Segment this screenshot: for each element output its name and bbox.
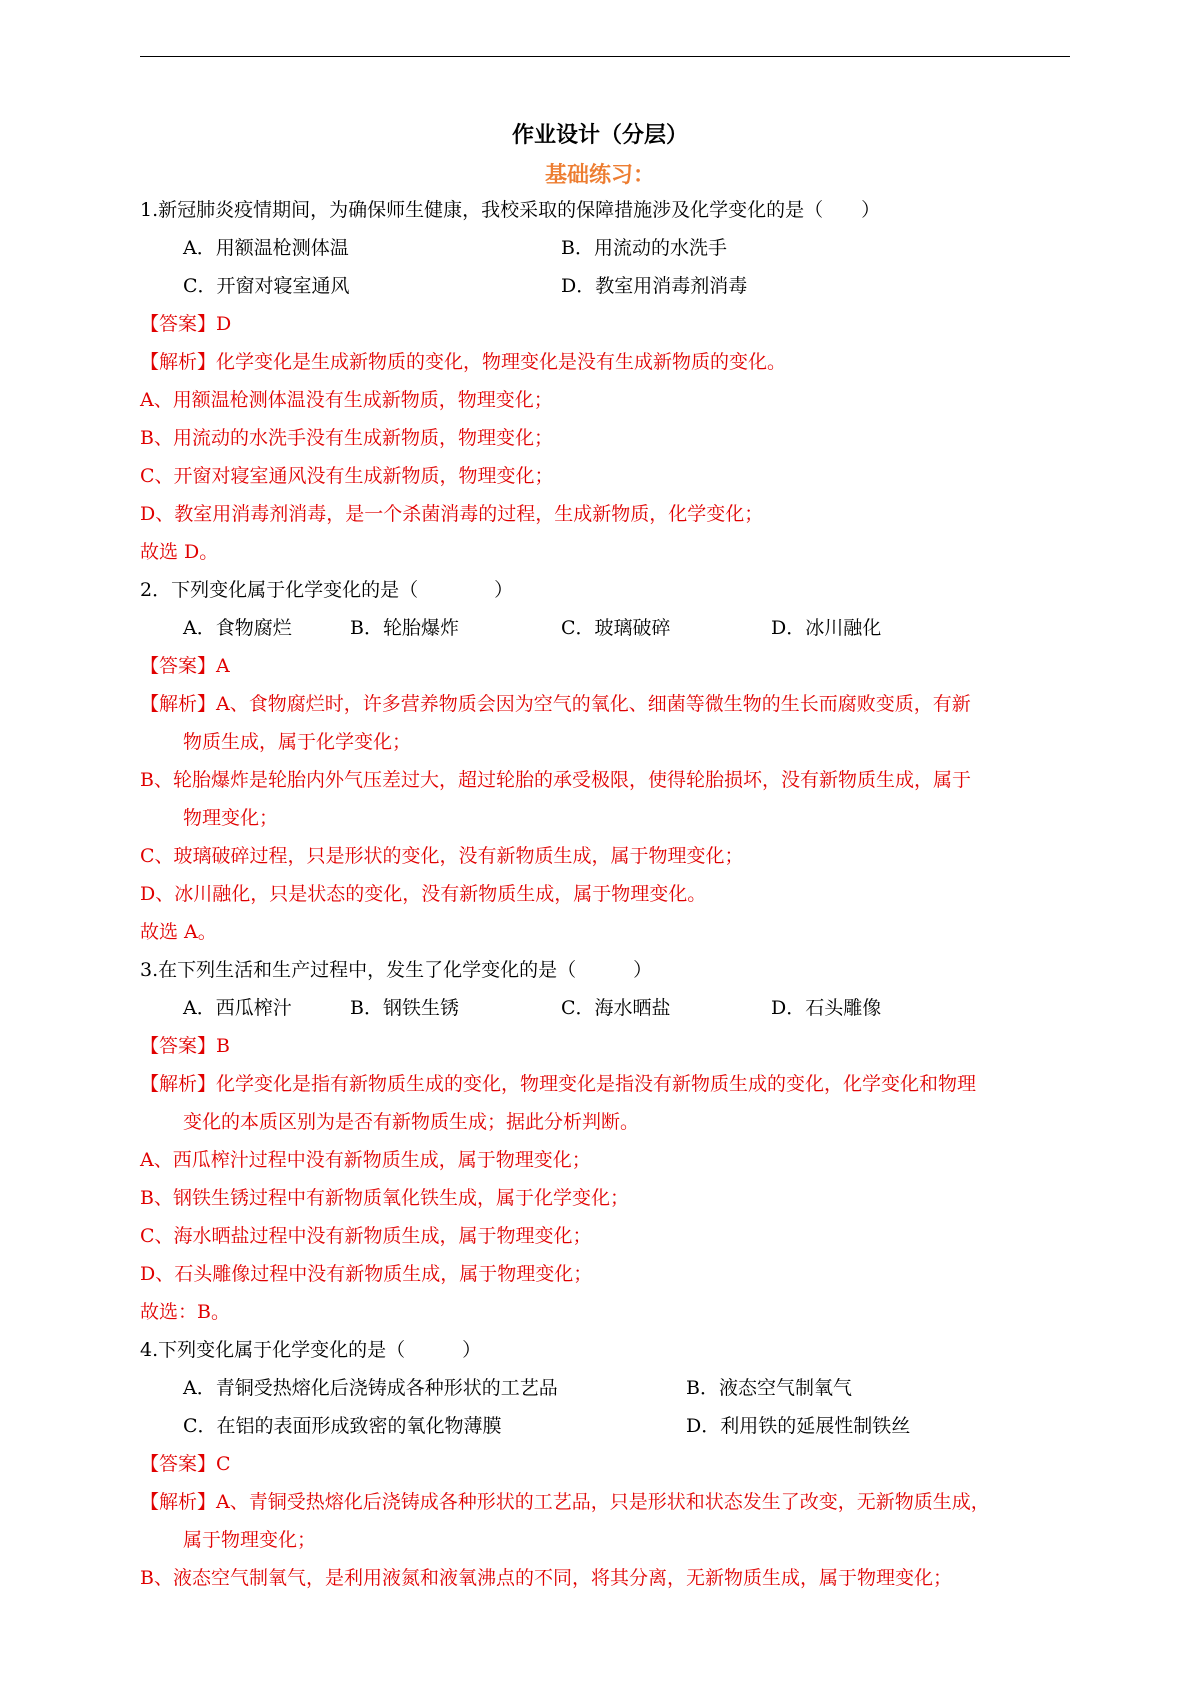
q1-option-a: A．用额温枪测体温 — [183, 237, 349, 259]
question-stem-1: 1.新冠肺炎疫情期间，为确保师生健康，我校采取的保障措施涉及化学变化的是（ ） — [140, 199, 881, 221]
answer-value: A — [216, 655, 230, 677]
q2-analysis-1: 物质生成，属于化学变化； — [183, 731, 412, 753]
question-stem-3: 3.在下列生活和生产过程中，发生了化学变化的是（ ） — [140, 959, 653, 981]
q3-analysis-4: C、海水晒盐过程中没有新物质生成，属于物理变化； — [140, 1225, 592, 1247]
q4-option-c: C．在铝的表面形成致密的氧化物薄膜 — [183, 1415, 502, 1437]
q2-option-b: B．轮胎爆炸 — [350, 617, 459, 639]
analysis-text: 化学变化是生成新物质的变化，物理变化是没有生成新物质的变化。 — [216, 351, 787, 373]
q3-answer — [140, 1032, 230, 1060]
answer-label: 【答案】 — [140, 655, 217, 677]
analysis-text: A、青铜受热熔化后浇铸成各种形状的工艺品，只是形状和状态发生了改变，无新物质生成， — [216, 1491, 990, 1513]
q3-option-c: C．海水晒盐 — [561, 997, 671, 1019]
q1-option-b: B．用流动的水洗手 — [561, 237, 727, 259]
answer-label: 【答案】 — [140, 1453, 217, 1475]
analysis-text: 化学变化是指有新物质生成的变化，物理变化是指没有新物质生成的变化，化学变化和物理 — [216, 1073, 977, 1095]
q2-option-c: C．玻璃破碎 — [561, 617, 671, 639]
section-title: 基础练习： — [544, 162, 655, 188]
q1-analysis-0 — [140, 348, 786, 376]
q4-answer — [140, 1450, 231, 1478]
q3-analysis-2: A、西瓜榨汁过程中没有新物质生成，属于物理变化； — [140, 1149, 591, 1171]
answer-value: D — [216, 313, 232, 335]
q2-analysis-3: 物理变化； — [183, 807, 279, 829]
question-stem-4: 4.下列变化属于化学变化的是（ ） — [140, 1339, 482, 1361]
q1-answer — [140, 310, 231, 338]
answer-label: 【答案】 — [140, 1035, 217, 1057]
q1-analysis-5: 故选 D。 — [140, 541, 219, 563]
answer-value: B — [216, 1035, 230, 1057]
q2-analysis-5: D、冰川融化，只是状态的变化，没有新物质生成，属于物理变化。 — [140, 883, 707, 905]
q2-answer — [140, 652, 230, 680]
q2-option-a: A．食物腐烂 — [183, 617, 292, 639]
q3-analysis-6: 故选：B。 — [140, 1301, 230, 1323]
q2-analysis-0 — [140, 690, 971, 718]
q4-analysis-0 — [140, 1488, 990, 1516]
q1-analysis-3: C、开窗对寝室通风没有生成新物质，物理变化； — [140, 465, 554, 487]
q2-analysis-6: 故选 A。 — [140, 921, 217, 943]
analysis-label: 【解析】 — [140, 1073, 217, 1095]
q3-option-b: B．钢铁生锈 — [350, 997, 459, 1019]
q3-analysis-5: D、石头雕像过程中没有新物质生成，属于物理变化； — [140, 1263, 593, 1285]
q2-analysis-2: B、轮胎爆炸是轮胎内外气压差过大，超过轮胎的承受极限，使得轮胎损坏，没有新物质生成，属于 — [140, 769, 971, 791]
answer-value: C — [216, 1453, 231, 1475]
q4-option-a: A．青铜受热熔化后浇铸成各种形状的工艺品 — [183, 1377, 558, 1399]
page-title: 作业设计（分层） — [511, 122, 688, 148]
q2-option-d: D．冰川融化 — [771, 617, 882, 639]
q1-analysis-4: D、教室用消毒剂消毒，是一个杀菌消毒的过程，生成新物质，化学变化； — [140, 503, 764, 525]
q3-analysis-1: 变化的本质区别为是否有新物质生成；据此分析判断。 — [183, 1111, 640, 1133]
analysis-label: 【解析】 — [140, 1491, 217, 1513]
analysis-label: 【解析】 — [140, 351, 217, 373]
q4-option-b: B．液态空气制氧气 — [686, 1377, 852, 1399]
answer-label: 【答案】 — [140, 313, 217, 335]
q1-analysis-1: A、用额温枪测体温没有生成新物质，物理变化； — [140, 389, 553, 411]
q1-option-c: C．开窗对寝室通风 — [183, 275, 350, 297]
analysis-text: A、食物腐烂时，许多营养物质会因为空气的氧化、细菌等微生物的生长而腐败变质，有新 — [216, 693, 971, 715]
header-rule — [140, 56, 1070, 57]
q3-analysis-0 — [140, 1070, 976, 1098]
q1-analysis-2: B、用流动的水洗手没有生成新物质，物理变化； — [140, 427, 553, 449]
q4-analysis-1: 属于物理变化； — [183, 1529, 317, 1551]
q3-option-d: D．石头雕像 — [771, 997, 882, 1019]
q2-analysis-4: C、玻璃破碎过程，只是形状的变化，没有新物质生成，属于物理变化； — [140, 845, 744, 867]
q3-option-a: A．西瓜榨汁 — [183, 997, 292, 1019]
q3-analysis-3: B、钢铁生锈过程中有新物质氧化铁生成，属于化学变化； — [140, 1187, 629, 1209]
analysis-label: 【解析】 — [140, 693, 217, 715]
q1-option-d: D．教室用消毒剂消毒 — [561, 275, 748, 297]
q4-option-d: D．利用铁的延展性制铁丝 — [686, 1415, 911, 1437]
q4-analysis-2: B、液态空气制氧气，是利用液氮和液氧沸点的不同，将其分离，无新物质生成，属于物理变化； — [140, 1567, 952, 1589]
question-stem-2: 2．下列变化属于化学变化的是（ ） — [140, 579, 514, 601]
